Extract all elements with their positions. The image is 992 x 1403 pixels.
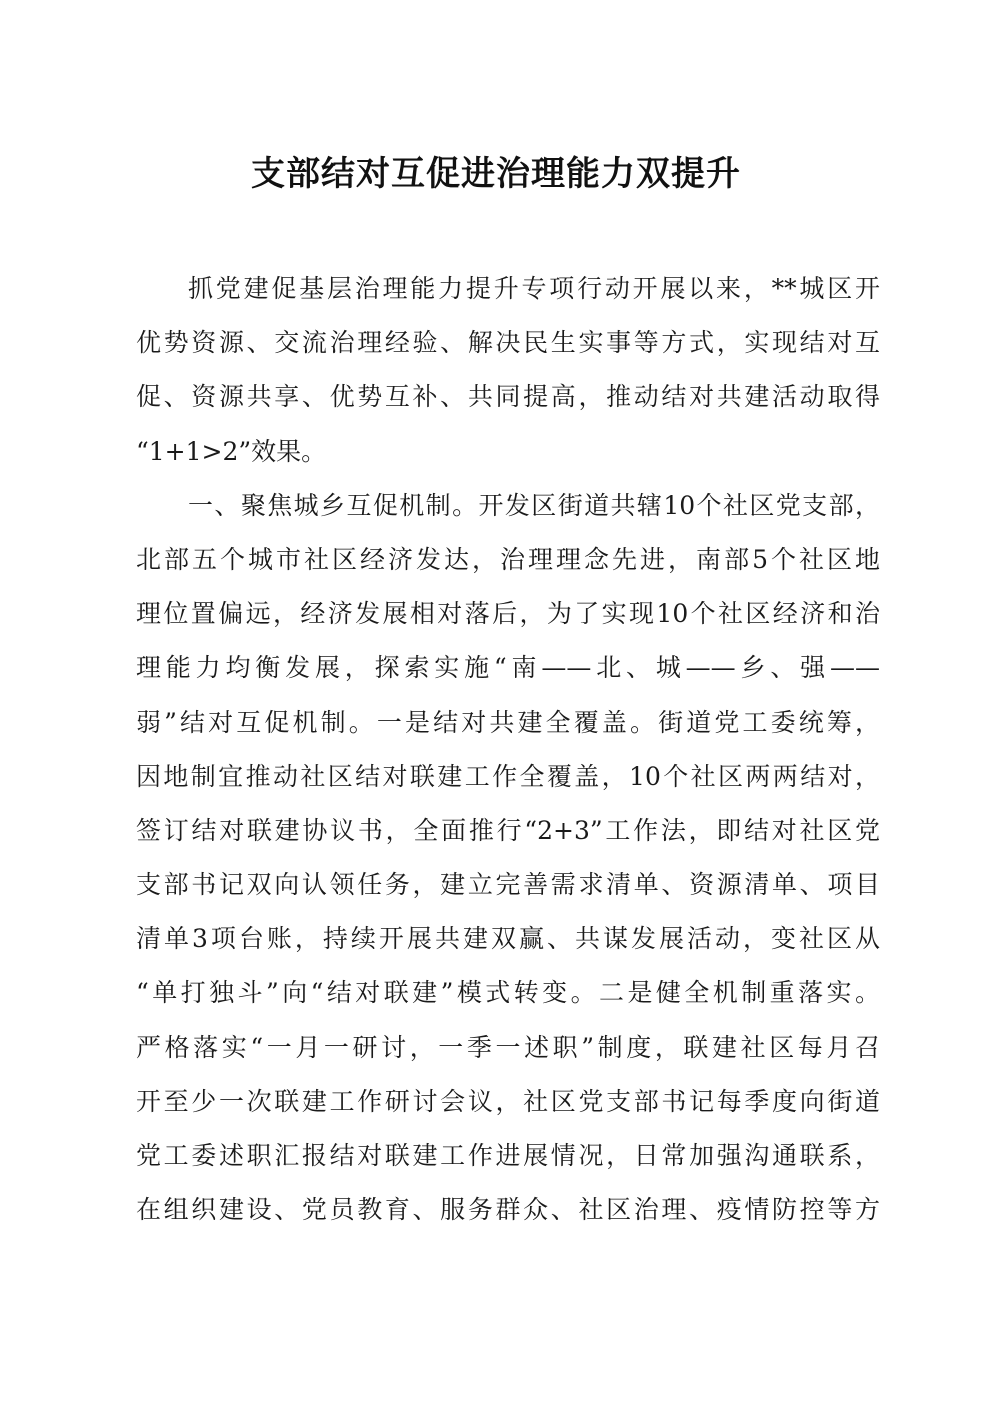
text-line: 党工委述职汇报结对联建工作进展情况，日常加强沟通联系， [136, 1141, 880, 1170]
text-line: 开至少一次联建工作研讨会议，社区党支部书记每季度向街道 [136, 1086, 880, 1116]
text-line: 理能力均衡发展，探索实施“南——北、城——乡、强—— [136, 653, 880, 683]
text-line: “1+1>2”效果。 [136, 436, 327, 466]
document-body [136, 262, 880, 1237]
text-line: 一、聚焦城乡互促机制。开发区街道共辖10个社区党支部， [188, 490, 880, 520]
document-title: 支部结对互促进治理能力双提升 [251, 154, 741, 194]
text-line: 严格落实“一月一研讨，一季一述职”制度，联建社区每月召 [136, 1032, 880, 1062]
text-line: 支部书记双向认领任务，建立完善需求清单、资源清单、项目 [136, 870, 880, 900]
text-line: 北部五个城市社区经济发达，治理理念先进，南部5个社区地 [136, 544, 880, 574]
text-line: 签订结对联建协议书，全面推行“2+3”工作法，即结对社区党 [136, 815, 880, 845]
text-line: 促、资源共享、优势互补、共同提高，推动结对共建活动取得 [136, 382, 880, 412]
text-line: 抓党建促基层治理能力提升专项行动开展以来，**城区开 [188, 274, 880, 303]
text-line: 理位置偏远，经济发展相对落后，为了实现10个社区经济和治 [136, 599, 880, 629]
text-line: 清单3项台账，持续开展共建双赢、共谋发展活动，变社区从 [136, 924, 880, 954]
text-line: 弱”结对互促机制。一是结对共建全覆盖。街道党工委统筹， [136, 707, 880, 737]
text-line: 优势资源、交流治理经验、解决民生实事等方式，实现结对互 [136, 328, 880, 358]
text-line: 在组织建设、党员教育、服务群众、社区治理、疫情防控等方 [136, 1195, 880, 1225]
text-line: “单打独斗”向“结对联建”模式转变。二是健全机制重落实。 [136, 978, 880, 1008]
text-line: 因地制宜推动社区结对联建工作全覆盖，10个社区两两结对， [136, 761, 880, 791]
